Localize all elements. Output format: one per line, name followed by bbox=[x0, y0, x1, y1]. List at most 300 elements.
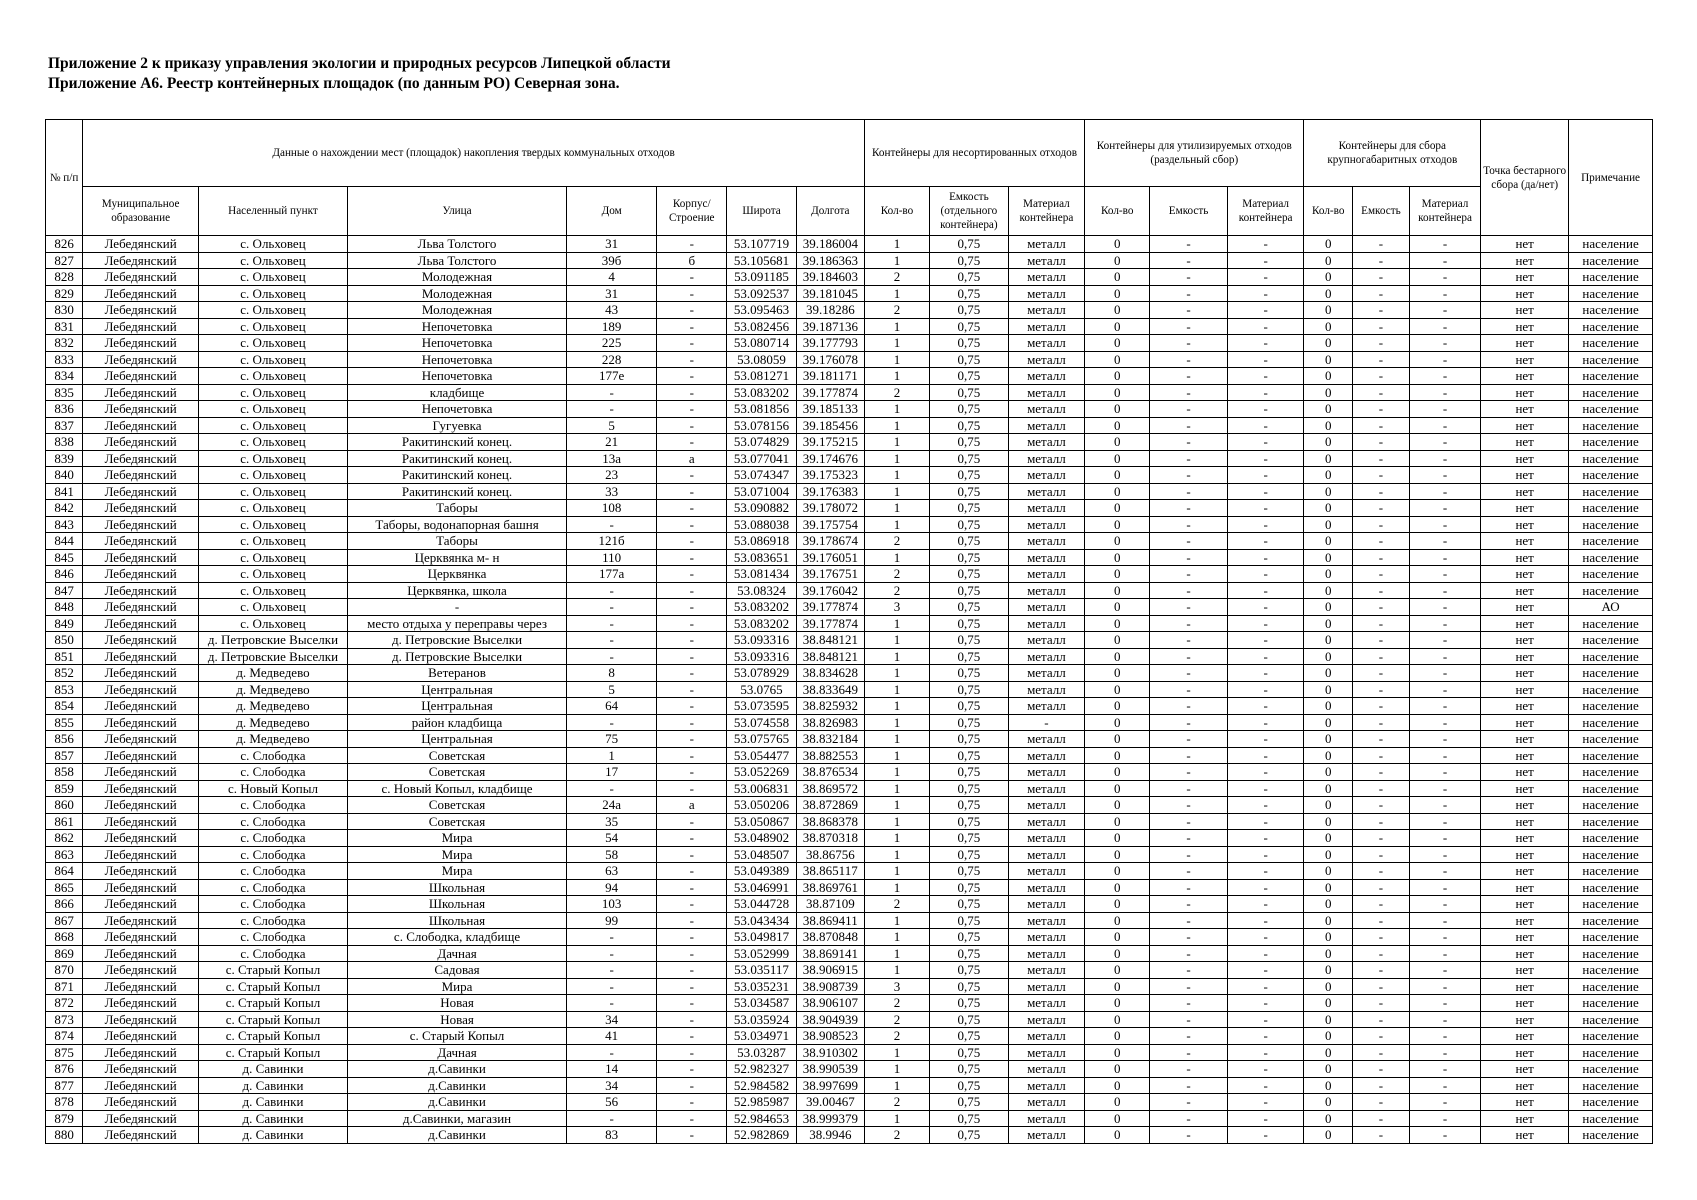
note-cell: население bbox=[1569, 1028, 1653, 1045]
table-row bbox=[46, 813, 1653, 830]
recycled-material-cell: - bbox=[1227, 797, 1304, 814]
recycled-count-cell: 0 bbox=[1085, 1094, 1150, 1111]
unsorted-material-cell: металл bbox=[1008, 879, 1085, 896]
longitude-cell: 38.87109 bbox=[796, 896, 864, 913]
building-cell: - bbox=[657, 467, 727, 484]
note-cell: население bbox=[1569, 1061, 1653, 1078]
unsorted-count-cell: 1 bbox=[864, 879, 929, 896]
house-cell: 103 bbox=[567, 896, 657, 913]
longitude-cell: 38.825932 bbox=[796, 698, 864, 715]
building-cell: - bbox=[657, 879, 727, 896]
municipality-cell: Лебедянский bbox=[83, 533, 199, 550]
unsorted-material-cell: металл bbox=[1008, 995, 1085, 1012]
unsorted-material-cell: металл bbox=[1008, 747, 1085, 764]
unsorted-count-cell: 2 bbox=[864, 1094, 929, 1111]
bulky-volume-cell: - bbox=[1353, 912, 1410, 929]
bagless-point-cell: нет bbox=[1481, 401, 1569, 418]
unsorted-material-cell: металл bbox=[1008, 467, 1085, 484]
recycled-count-cell: 0 bbox=[1085, 912, 1150, 929]
unsorted-count-cell: 1 bbox=[864, 236, 929, 253]
bulky-count-cell: 0 bbox=[1304, 1028, 1353, 1045]
municipality-cell: Лебедянский bbox=[83, 780, 199, 797]
row-number-cell: 860 bbox=[46, 797, 83, 814]
street-cell: район кладбища bbox=[347, 714, 566, 731]
unsorted-material-cell: металл bbox=[1008, 599, 1085, 616]
settlement-cell: с. Слободка bbox=[199, 797, 348, 814]
recycled-material-cell: - bbox=[1227, 549, 1304, 566]
house-cell: - bbox=[567, 962, 657, 979]
bulky-count-cell: 0 bbox=[1304, 648, 1353, 665]
recycled-count-cell: 0 bbox=[1085, 731, 1150, 748]
unsorted-material-cell: металл bbox=[1008, 483, 1085, 500]
bulky-count-cell: 0 bbox=[1304, 236, 1353, 253]
row-number-cell: 849 bbox=[46, 615, 83, 632]
recycled-material-cell: - bbox=[1227, 863, 1304, 880]
unsorted-material-cell: металл bbox=[1008, 863, 1085, 880]
municipality-cell: Лебедянский bbox=[83, 896, 199, 913]
unsorted-volume-cell: 0,75 bbox=[930, 1127, 1009, 1144]
municipality-cell: Лебедянский bbox=[83, 467, 199, 484]
building-cell: - bbox=[657, 483, 727, 500]
recycled-count-cell: 0 bbox=[1085, 681, 1150, 698]
latitude-cell: 53.034587 bbox=[727, 995, 796, 1012]
bulky-volume-cell: - bbox=[1353, 995, 1410, 1012]
note-cell: население bbox=[1569, 318, 1653, 335]
building-cell: - bbox=[657, 912, 727, 929]
bulky-count-cell: 0 bbox=[1304, 912, 1353, 929]
house-cell: - bbox=[567, 714, 657, 731]
bagless-point-cell: нет bbox=[1481, 533, 1569, 550]
municipality-cell: Лебедянский bbox=[83, 236, 199, 253]
recycled-count-cell: 0 bbox=[1085, 962, 1150, 979]
settlement-cell: с. Слободка bbox=[199, 929, 348, 946]
building-cell: - bbox=[657, 384, 727, 401]
recycled-count-cell: 0 bbox=[1085, 549, 1150, 566]
recycled-count-cell: 0 bbox=[1085, 863, 1150, 880]
table-row bbox=[46, 483, 1653, 500]
bulky-volume-cell: - bbox=[1353, 549, 1410, 566]
settlement-cell: д. Савинки bbox=[199, 1127, 348, 1144]
municipality-cell: Лебедянский bbox=[83, 368, 199, 385]
bulky-volume-cell: - bbox=[1353, 582, 1410, 599]
recycled-count-cell: 0 bbox=[1085, 714, 1150, 731]
unsorted-volume-cell: 0,75 bbox=[930, 648, 1009, 665]
house-cell: 21 bbox=[567, 434, 657, 451]
settlement-cell: с. Ольховец bbox=[199, 599, 348, 616]
table-row bbox=[46, 335, 1653, 352]
house-cell: 177е bbox=[567, 368, 657, 385]
unsorted-material-cell: металл bbox=[1008, 450, 1085, 467]
settlement-cell: с. Слободка bbox=[199, 813, 348, 830]
row-number-cell: 861 bbox=[46, 813, 83, 830]
bagless-point-cell: нет bbox=[1481, 384, 1569, 401]
row-number-cell: 876 bbox=[46, 1061, 83, 1078]
unsorted-material-cell: металл bbox=[1008, 384, 1085, 401]
bulky-count-cell: 0 bbox=[1304, 302, 1353, 319]
col-bagless-header: Точка бестарного сбора (да/нет) bbox=[1481, 120, 1569, 236]
bagless-point-cell: нет bbox=[1481, 434, 1569, 451]
bagless-point-cell: нет bbox=[1481, 896, 1569, 913]
unsorted-material-cell: металл bbox=[1008, 401, 1085, 418]
note-cell: население bbox=[1569, 731, 1653, 748]
bulky-count-cell: 0 bbox=[1304, 1127, 1353, 1144]
unsorted-volume-cell: 0,75 bbox=[930, 401, 1009, 418]
recycled-count-cell: 0 bbox=[1085, 384, 1150, 401]
recycled-count-cell: 0 bbox=[1085, 1011, 1150, 1028]
street-cell: Центральная bbox=[347, 681, 566, 698]
building-cell: - bbox=[657, 368, 727, 385]
unsorted-count-cell: 1 bbox=[864, 962, 929, 979]
unsorted-volume-cell: 0,75 bbox=[930, 285, 1009, 302]
latitude-cell: 52.984653 bbox=[727, 1110, 796, 1127]
bulky-material-cell: - bbox=[1409, 236, 1480, 253]
bulky-volume-cell: - bbox=[1353, 1011, 1410, 1028]
title-line-2: Приложение А6. Реестр контейнерных площадок (по данным РО) Северная зона. bbox=[48, 75, 620, 92]
latitude-cell: 53.073595 bbox=[727, 698, 796, 715]
bulky-count-cell: 0 bbox=[1304, 846, 1353, 863]
table-row bbox=[46, 632, 1653, 649]
bulky-material-cell: - bbox=[1409, 500, 1480, 517]
house-cell: - bbox=[567, 1110, 657, 1127]
longitude-cell: 38.869761 bbox=[796, 879, 864, 896]
bulky-volume-cell: - bbox=[1353, 335, 1410, 352]
unsorted-volume-cell: 0,75 bbox=[930, 252, 1009, 269]
table-row bbox=[46, 764, 1653, 781]
bagless-point-cell: нет bbox=[1481, 318, 1569, 335]
bulky-material-cell: - bbox=[1409, 368, 1480, 385]
unsorted-volume-cell: 0,75 bbox=[930, 467, 1009, 484]
bagless-point-cell: нет bbox=[1481, 681, 1569, 698]
municipality-cell: Лебедянский bbox=[83, 665, 199, 682]
recycled-count-cell: 0 bbox=[1085, 483, 1150, 500]
bagless-point-cell: нет bbox=[1481, 648, 1569, 665]
note-cell: население bbox=[1569, 434, 1653, 451]
longitude-cell: 38.865117 bbox=[796, 863, 864, 880]
building-cell: - bbox=[657, 648, 727, 665]
latitude-cell: 52.982869 bbox=[727, 1127, 796, 1144]
unsorted-material-cell: металл bbox=[1008, 252, 1085, 269]
recycled-material-cell: - bbox=[1227, 648, 1304, 665]
note-cell: население bbox=[1569, 995, 1653, 1012]
municipality-cell: Лебедянский bbox=[83, 1077, 199, 1094]
longitude-cell: 38.906107 bbox=[796, 995, 864, 1012]
unsorted-material-cell: металл bbox=[1008, 929, 1085, 946]
bulky-volume-cell: - bbox=[1353, 764, 1410, 781]
recycled-count-cell: 0 bbox=[1085, 351, 1150, 368]
unsorted-volume-cell: 0,75 bbox=[930, 978, 1009, 995]
municipality-cell: Лебедянский bbox=[83, 351, 199, 368]
street-cell: место отдыха у переправы через bbox=[347, 615, 566, 632]
building-cell: - bbox=[657, 401, 727, 418]
recycled-material-cell: - bbox=[1227, 731, 1304, 748]
building-cell: - bbox=[657, 1028, 727, 1045]
latitude-cell: 53.083202 bbox=[727, 599, 796, 616]
row-number-cell: 843 bbox=[46, 516, 83, 533]
municipality-cell: Лебедянский bbox=[83, 285, 199, 302]
unsorted-material-cell: металл bbox=[1008, 731, 1085, 748]
unsorted-count-cell: 1 bbox=[864, 368, 929, 385]
table-row bbox=[46, 1061, 1653, 1078]
recycled-material-cell: - bbox=[1227, 269, 1304, 286]
latitude-cell: 53.052269 bbox=[727, 764, 796, 781]
unsorted-volume-cell: 0,75 bbox=[930, 632, 1009, 649]
house-cell: 43 bbox=[567, 302, 657, 319]
recycled-volume-cell: - bbox=[1150, 434, 1228, 451]
bagless-point-cell: нет bbox=[1481, 1028, 1569, 1045]
table-row bbox=[46, 830, 1653, 847]
bagless-point-cell: нет bbox=[1481, 698, 1569, 715]
table-row bbox=[46, 368, 1653, 385]
latitude-cell: 53.049389 bbox=[727, 863, 796, 880]
row-number-cell: 872 bbox=[46, 995, 83, 1012]
bulky-count-cell: 0 bbox=[1304, 879, 1353, 896]
latitude-cell: 53.034971 bbox=[727, 1028, 796, 1045]
bagless-point-cell: нет bbox=[1481, 846, 1569, 863]
unsorted-count-cell: 2 bbox=[864, 1028, 929, 1045]
recycled-material-cell: - bbox=[1227, 566, 1304, 583]
recycled-material-cell: - bbox=[1227, 335, 1304, 352]
street-cell: Ветеранов bbox=[347, 665, 566, 682]
recycled-volume-cell: - bbox=[1150, 1077, 1228, 1094]
recycled-volume-cell: - bbox=[1150, 351, 1228, 368]
building-cell: - bbox=[657, 929, 727, 946]
note-cell: население bbox=[1569, 698, 1653, 715]
municipality-cell: Лебедянский bbox=[83, 1061, 199, 1078]
recycled-count-cell: 0 bbox=[1085, 450, 1150, 467]
row-number-cell: 864 bbox=[46, 863, 83, 880]
unsorted-material-cell: металл bbox=[1008, 962, 1085, 979]
bagless-point-cell: нет bbox=[1481, 863, 1569, 880]
unsorted-count-cell: 2 bbox=[864, 384, 929, 401]
note-cell: население bbox=[1569, 962, 1653, 979]
bulky-volume-cell: - bbox=[1353, 1028, 1410, 1045]
house-cell: 110 bbox=[567, 549, 657, 566]
unsorted-volume-cell: 0,75 bbox=[930, 269, 1009, 286]
table-row bbox=[46, 648, 1653, 665]
unsorted-count-cell: 1 bbox=[864, 714, 929, 731]
longitude-cell: 39.186004 bbox=[796, 236, 864, 253]
unsorted-volume-cell: 0,75 bbox=[930, 1110, 1009, 1127]
longitude-cell: 38.848121 bbox=[796, 632, 864, 649]
note-cell: население bbox=[1569, 483, 1653, 500]
municipality-cell: Лебедянский bbox=[83, 995, 199, 1012]
recycled-volume-cell: - bbox=[1150, 780, 1228, 797]
recycled-volume-cell: - bbox=[1150, 830, 1228, 847]
building-cell: - bbox=[657, 1094, 727, 1111]
recycled-volume-cell: - bbox=[1150, 632, 1228, 649]
unsorted-material-cell: металл bbox=[1008, 780, 1085, 797]
recycled-volume-cell: - bbox=[1150, 764, 1228, 781]
bulky-volume-cell: - bbox=[1353, 252, 1410, 269]
municipality-cell: Лебедянский bbox=[83, 731, 199, 748]
building-cell: - bbox=[657, 978, 727, 995]
row-number-cell: 852 bbox=[46, 665, 83, 682]
street-cell: д.Савинки bbox=[347, 1127, 566, 1144]
bulky-count-cell: 0 bbox=[1304, 978, 1353, 995]
recycled-volume-cell: - bbox=[1150, 846, 1228, 863]
street-cell: Центральная bbox=[347, 731, 566, 748]
unsorted-volume-cell: 0,75 bbox=[930, 1028, 1009, 1045]
unsorted-material-cell: металл bbox=[1008, 302, 1085, 319]
bulky-volume-cell: - bbox=[1353, 813, 1410, 830]
bulky-count-cell: 0 bbox=[1304, 1011, 1353, 1028]
street-cell: Непочетовка bbox=[347, 318, 566, 335]
longitude-cell: 39.176078 bbox=[796, 351, 864, 368]
settlement-cell: д. Петровские Выселки bbox=[199, 648, 348, 665]
settlement-cell: с. Ольховец bbox=[199, 368, 348, 385]
col-note-header: Примечание bbox=[1569, 120, 1653, 236]
note-cell: население bbox=[1569, 1094, 1653, 1111]
row-number-cell: 865 bbox=[46, 879, 83, 896]
municipality-cell: Лебедянский bbox=[83, 384, 199, 401]
unsorted-count-cell: 1 bbox=[864, 450, 929, 467]
unsorted-material-cell: металл bbox=[1008, 368, 1085, 385]
bulky-volume-cell: - bbox=[1353, 615, 1410, 632]
note-cell: население bbox=[1569, 582, 1653, 599]
unsorted-material-cell: металл bbox=[1008, 417, 1085, 434]
note-cell: население bbox=[1569, 813, 1653, 830]
house-cell: - bbox=[567, 516, 657, 533]
row-number-cell: 848 bbox=[46, 599, 83, 616]
note-cell: население bbox=[1569, 830, 1653, 847]
bagless-point-cell: нет bbox=[1481, 879, 1569, 896]
latitude-cell: 53.050867 bbox=[727, 813, 796, 830]
table-row bbox=[46, 896, 1653, 913]
municipality-cell: Лебедянский bbox=[83, 1127, 199, 1144]
note-cell: население bbox=[1569, 236, 1653, 253]
recycled-count-cell: 0 bbox=[1085, 335, 1150, 352]
bulky-count-cell: 0 bbox=[1304, 1044, 1353, 1061]
bulky-count-cell: 0 bbox=[1304, 797, 1353, 814]
bulky-material-cell: - bbox=[1409, 648, 1480, 665]
unsorted-count-cell: 2 bbox=[864, 1127, 929, 1144]
recycled-volume-cell: - bbox=[1150, 863, 1228, 880]
bulky-material-cell: - bbox=[1409, 830, 1480, 847]
building-cell: - bbox=[657, 846, 727, 863]
recycled-volume-cell: - bbox=[1150, 665, 1228, 682]
recycled-volume-cell: - bbox=[1150, 747, 1228, 764]
recycled-count-cell: 0 bbox=[1085, 533, 1150, 550]
bulky-material-cell: - bbox=[1409, 516, 1480, 533]
recycled-material-cell: - bbox=[1227, 714, 1304, 731]
settlement-cell: с. Старый Копыл bbox=[199, 1011, 348, 1028]
building-cell: - bbox=[657, 945, 727, 962]
house-cell: 31 bbox=[567, 285, 657, 302]
municipality-cell: Лебедянский bbox=[83, 500, 199, 517]
bulky-material-cell: - bbox=[1409, 731, 1480, 748]
street-cell: Ракитинский конец. bbox=[347, 467, 566, 484]
recycled-material-cell: - bbox=[1227, 1077, 1304, 1094]
group-recycled-header: Контейнеры для утилизируемых отходов (раздельный сбор) bbox=[1085, 120, 1304, 187]
building-cell: - bbox=[657, 549, 727, 566]
bulky-material-cell: - bbox=[1409, 714, 1480, 731]
unsorted-material-cell: металл bbox=[1008, 846, 1085, 863]
street-cell: Школьная bbox=[347, 896, 566, 913]
bagless-point-cell: нет bbox=[1481, 1011, 1569, 1028]
longitude-cell: 38.908523 bbox=[796, 1028, 864, 1045]
building-cell: - bbox=[657, 236, 727, 253]
bulky-count-cell: 0 bbox=[1304, 764, 1353, 781]
house-cell: 17 bbox=[567, 764, 657, 781]
municipality-cell: Лебедянский bbox=[83, 582, 199, 599]
latitude-cell: 53.083651 bbox=[727, 549, 796, 566]
recycled-count-cell: 0 bbox=[1085, 813, 1150, 830]
street-cell: Церквянка bbox=[347, 566, 566, 583]
recycled-material-cell: - bbox=[1227, 236, 1304, 253]
note-cell: население bbox=[1569, 467, 1653, 484]
building-cell: - bbox=[657, 1011, 727, 1028]
longitude-cell: 39.178072 bbox=[796, 500, 864, 517]
recycled-material-cell: - bbox=[1227, 285, 1304, 302]
bulky-volume-cell: - bbox=[1353, 434, 1410, 451]
latitude-cell: 53.006831 bbox=[727, 780, 796, 797]
building-cell: - bbox=[657, 863, 727, 880]
bulky-volume-cell: - bbox=[1353, 1110, 1410, 1127]
bulky-count-cell: 0 bbox=[1304, 945, 1353, 962]
bulky-material-cell: - bbox=[1409, 896, 1480, 913]
unsorted-volume-cell: 0,75 bbox=[930, 417, 1009, 434]
table-row bbox=[46, 467, 1653, 484]
municipality-cell: Лебедянский bbox=[83, 813, 199, 830]
note-cell: население bbox=[1569, 533, 1653, 550]
row-number-cell: 878 bbox=[46, 1094, 83, 1111]
bulky-volume-cell: - bbox=[1353, 648, 1410, 665]
recycled-volume-cell: - bbox=[1150, 582, 1228, 599]
street-cell: Мира bbox=[347, 846, 566, 863]
row-number-cell: 827 bbox=[46, 252, 83, 269]
bagless-point-cell: нет bbox=[1481, 830, 1569, 847]
house-cell: 24а bbox=[567, 797, 657, 814]
bulky-material-cell: - bbox=[1409, 335, 1480, 352]
municipality-cell: Лебедянский bbox=[83, 978, 199, 995]
municipality-cell: Лебедянский bbox=[83, 1028, 199, 1045]
bulky-count-cell: 0 bbox=[1304, 450, 1353, 467]
latitude-cell: 53.074347 bbox=[727, 467, 796, 484]
recycled-material-cell: - bbox=[1227, 302, 1304, 319]
col-street-header: Улица bbox=[347, 187, 566, 236]
longitude-cell: 39.175215 bbox=[796, 434, 864, 451]
recycled-material-cell: - bbox=[1227, 698, 1304, 715]
note-cell: население bbox=[1569, 1044, 1653, 1061]
settlement-cell: с. Слободка bbox=[199, 846, 348, 863]
settlement-cell: с. Ольховец bbox=[199, 516, 348, 533]
settlement-cell: с. Ольховец bbox=[199, 351, 348, 368]
row-number-cell: 826 bbox=[46, 236, 83, 253]
bulky-volume-cell: - bbox=[1353, 846, 1410, 863]
bulky-count-cell: 0 bbox=[1304, 516, 1353, 533]
recycled-material-cell: - bbox=[1227, 764, 1304, 781]
bulky-material-cell: - bbox=[1409, 384, 1480, 401]
recycled-count-cell: 0 bbox=[1085, 318, 1150, 335]
street-cell: кладбище bbox=[347, 384, 566, 401]
unsorted-count-cell: 1 bbox=[864, 252, 929, 269]
street-cell: с. Слободка, кладбище bbox=[347, 929, 566, 946]
street-cell: Школьная bbox=[347, 912, 566, 929]
bulky-count-cell: 0 bbox=[1304, 368, 1353, 385]
recycled-material-cell: - bbox=[1227, 615, 1304, 632]
recycled-material-cell: - bbox=[1227, 500, 1304, 517]
note-cell: население bbox=[1569, 797, 1653, 814]
building-cell: - bbox=[657, 747, 727, 764]
bulky-count-cell: 0 bbox=[1304, 401, 1353, 418]
bulky-count-cell: 0 bbox=[1304, 351, 1353, 368]
recycled-volume-cell: - bbox=[1150, 302, 1228, 319]
latitude-cell: 53.105681 bbox=[727, 252, 796, 269]
recycled-count-cell: 0 bbox=[1085, 797, 1150, 814]
latitude-cell: 53.077041 bbox=[727, 450, 796, 467]
recycled-volume-cell: - bbox=[1150, 945, 1228, 962]
table-row bbox=[46, 384, 1653, 401]
